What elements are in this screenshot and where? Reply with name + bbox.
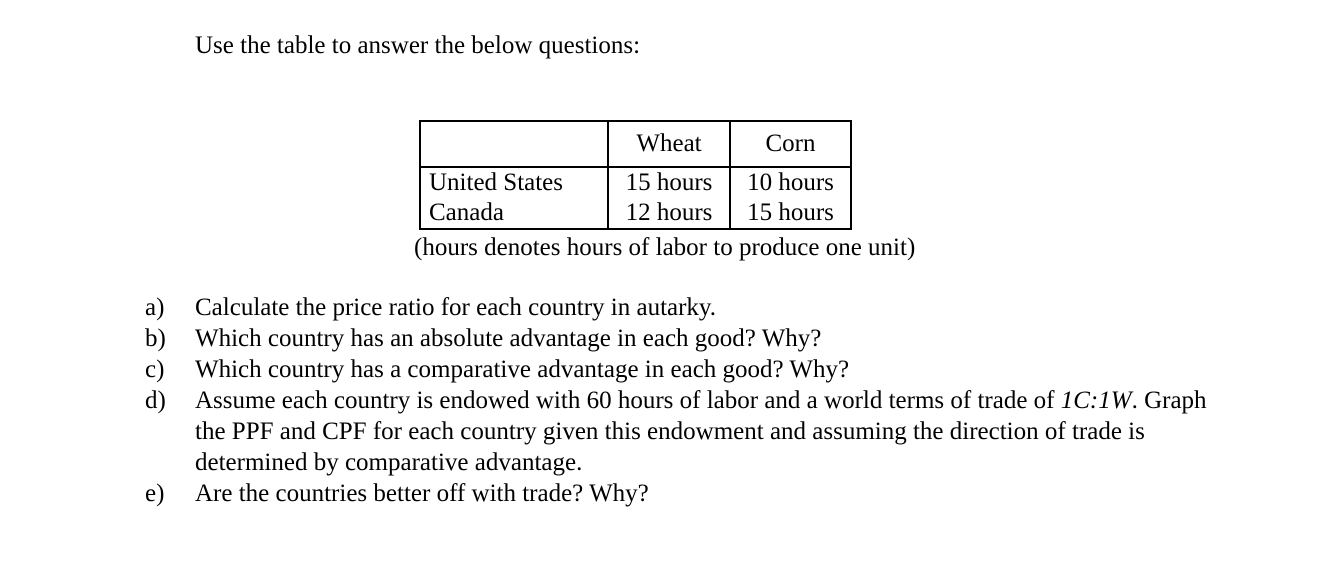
terms-of-trade-ratio: 1C:1W (1060, 387, 1132, 414)
question-item (145, 354, 1225, 385)
header-corn: Corn (730, 121, 851, 167)
question-text-start: Assume each country is endowed with 60 hours of labor and a world terms of trade of (195, 387, 1061, 414)
table-row (420, 198, 851, 229)
table-footnote: (hours denotes hours of labor to produce one unit) (414, 234, 916, 261)
table-header-row (420, 121, 851, 167)
question-item (145, 292, 1225, 323)
question-letter: e) (145, 480, 165, 507)
question-text: Which country has a comparative advantage in each good? Why? (195, 356, 850, 383)
question-text: Are the countries better off with trade? Why? (195, 480, 649, 507)
wheat-hours-cell: 12 hours (608, 198, 730, 229)
wheat-hours-cell: 15 hours (608, 167, 730, 198)
labor-hours-table-container (419, 120, 852, 230)
question-text-end: . Graph the PPF and CPF for each country given this endowment and assuming the direction of trade is determined by comparative advantage. (195, 387, 1207, 476)
question-letter: d) (145, 387, 166, 414)
labor-hours-table (419, 120, 852, 230)
country-cell: Canada (420, 198, 608, 229)
table-row (420, 167, 851, 198)
question-letter: a) (145, 294, 165, 321)
question-letter: c) (145, 356, 165, 383)
question-text (195, 385, 1225, 478)
instructions-heading: Use the table to answer the below questions: (195, 32, 641, 59)
question-text: Calculate the price ratio for each country in autarky. (195, 294, 717, 321)
corn-hours-cell: 15 hours (730, 198, 851, 229)
question-item (145, 385, 1225, 478)
country-cell: United States (420, 167, 608, 198)
header-blank-cell (420, 121, 608, 167)
question-text: Which country has an absolute advantage in each good? Why? (195, 325, 822, 352)
question-item (145, 323, 1225, 354)
question-item (145, 478, 1225, 509)
corn-hours-cell: 10 hours (730, 167, 851, 198)
question-list (145, 292, 1225, 509)
header-wheat: Wheat (608, 121, 730, 167)
question-letter: b) (145, 325, 166, 352)
